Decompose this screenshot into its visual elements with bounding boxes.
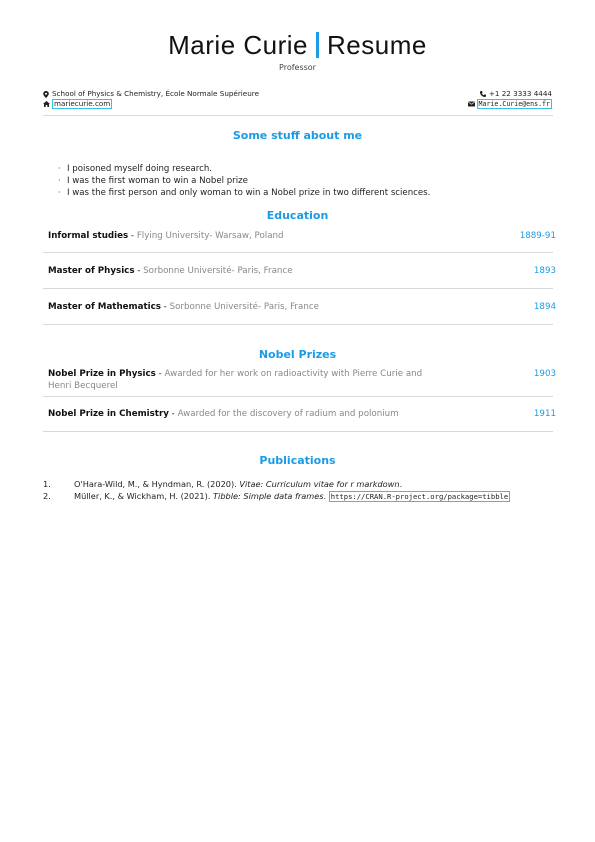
date: 1911 bbox=[533, 409, 556, 419]
divider bbox=[43, 431, 553, 432]
website-link[interactable]: mariecurie.com bbox=[54, 99, 111, 108]
section-education-heading: Education bbox=[266, 209, 329, 222]
divider bbox=[43, 252, 553, 253]
bullet-icon: · bbox=[58, 188, 61, 197]
job-title: Professor bbox=[279, 63, 316, 72]
list-item: · I was the first person and only woman to win a Nobel prize in two different sciences. bbox=[58, 188, 431, 198]
prize-description: Awarded for her work on radioactivity with Pierre Curie and Henri Becquerel bbox=[48, 369, 423, 391]
degree-name: Master of Mathematics bbox=[48, 302, 161, 312]
date: 1893 bbox=[533, 266, 556, 276]
email-line bbox=[468, 99, 552, 109]
nobel-entry: Nobel Prize in Chemistry - Awarded for the discovery of radium and polonium 1911 bbox=[48, 409, 556, 419]
publication-url-link[interactable]: https://CRAN.R-project.org/package=tibble bbox=[330, 492, 509, 501]
home-icon bbox=[43, 101, 49, 107]
bullet-icon: · bbox=[58, 176, 61, 185]
phone-line bbox=[480, 89, 552, 98]
envelope-icon bbox=[468, 101, 474, 107]
date: 1903 bbox=[533, 369, 556, 379]
degree-name: Master of Physics bbox=[48, 266, 135, 276]
publication-title: Vitae: Curriculum vitae for r markdown bbox=[239, 479, 400, 489]
section-publications-heading: Publications bbox=[259, 454, 336, 467]
publications-list bbox=[43, 478, 555, 503]
phone-icon bbox=[480, 91, 486, 97]
education-entry: Informal studies - Flying University- Warsaw, Poland 1889-91 bbox=[48, 231, 556, 241]
nobel-entry: Nobel Prize in Physics - Awarded for her work on radioactivity with Pierre Curie and Henri Becquerel 1903 bbox=[48, 369, 556, 391]
section-nobel-heading: Nobel Prizes bbox=[258, 348, 337, 361]
divider bbox=[43, 115, 553, 116]
prize-description: Awarded for the discovery of radium and polonium bbox=[177, 409, 399, 419]
name-first: Marie Curie bbox=[168, 30, 309, 60]
section-about-heading: Some stuff about me bbox=[232, 129, 363, 142]
phone-text: +1 22 3333 4444 bbox=[488, 89, 552, 98]
education-entry: Master of Physics - Sorbonne Université- Paris, France 1893 bbox=[48, 266, 556, 276]
publication-title: Tibble: Simple data frames bbox=[213, 491, 324, 501]
name-second: Resume bbox=[327, 30, 427, 60]
degree-name: Informal studies bbox=[48, 231, 129, 241]
website-line bbox=[43, 99, 112, 109]
bullet-icon: · bbox=[58, 164, 61, 173]
list-item: · I poisoned myself doing research. bbox=[58, 164, 213, 174]
divider bbox=[43, 288, 553, 289]
page-title bbox=[0, 30, 595, 61]
prize-name: Nobel Prize in Chemistry bbox=[48, 409, 169, 419]
education-entry: Master of Mathematics - Sorbonne Université- Paris, France 1894 bbox=[48, 302, 556, 312]
list-item: 2. Müller, K., & Wickham, H. (2021). Tibble: Simple data frames. https://CRAN.R-project.org/package=tibble bbox=[43, 491, 509, 501]
date: 1894 bbox=[533, 302, 556, 312]
title-separator bbox=[316, 32, 319, 58]
institution: Sorbonne Université- Paris, France bbox=[169, 302, 319, 312]
divider bbox=[43, 324, 553, 325]
divider bbox=[43, 396, 553, 397]
list-item: · I was the first woman to win a Nobel prize bbox=[58, 176, 248, 186]
list-item: 1. O'Hara-Wild, M., & Hyndman, R. (2020). Vitae: Curriculum vitae for r markdown. bbox=[43, 479, 403, 489]
map-marker-icon bbox=[43, 91, 49, 97]
prize-name: Nobel Prize in Physics bbox=[48, 369, 156, 379]
email-link[interactable]: Marie.Curie@ens.fr bbox=[478, 100, 550, 108]
address-text: School of Physics & Chemistry, École Normale Supérieure bbox=[52, 89, 260, 98]
about-list bbox=[58, 163, 430, 199]
institution: Flying University- Warsaw, Poland bbox=[136, 231, 284, 241]
institution: Sorbonne Université- Paris, France bbox=[143, 266, 293, 276]
date: 1889-91 bbox=[519, 231, 556, 241]
address-line bbox=[43, 89, 259, 98]
